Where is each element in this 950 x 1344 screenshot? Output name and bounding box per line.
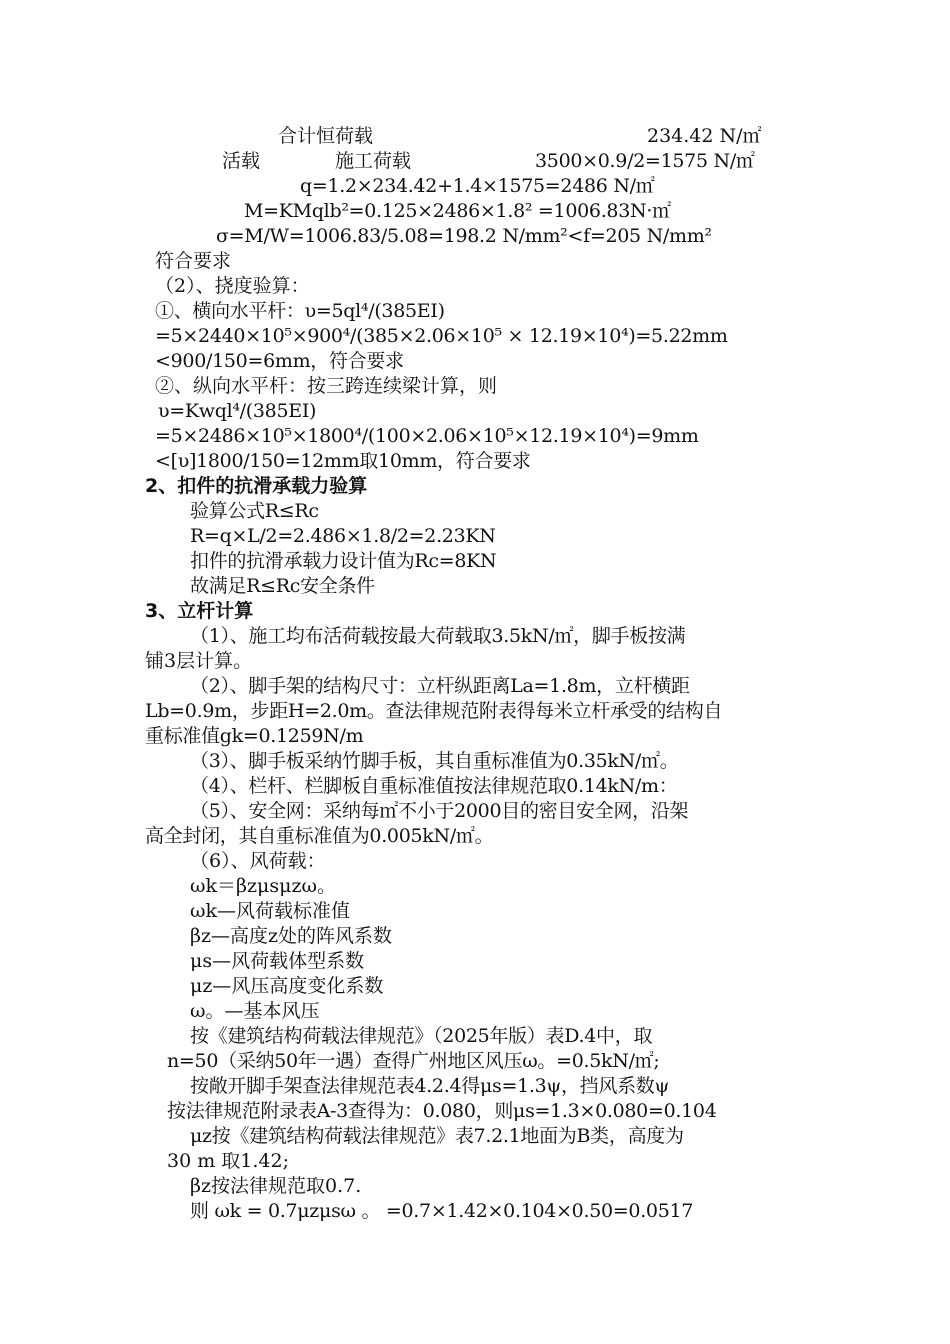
meets-requirement-text: 符合要求 [155, 250, 232, 272]
code-reference-line-2: n=50（采纳50年一遇）查得广州地区风压ω。=0.5kN/㎡; [167, 1050, 660, 1072]
paragraph-1-line-2: 铺3层计算。 [145, 650, 253, 672]
total-dead-load-value: 234.42 N/㎡ [647, 125, 762, 147]
gust-coefficient: βz按法律规范取0.7. [190, 1175, 362, 1197]
paragraph-4: （4）、栏杆、栏脚板自重标准值按法律规范取0.14kN/m： [190, 775, 678, 797]
shape-coefficient-line-2: 按法律规范附录表A-3查得为：0.080，则μs=1.3×0.080=0.104 [167, 1100, 717, 1122]
lateral-bar-calc: =5×2440×10⁵×900⁴/(385×2.06×10⁵ × 12.19×10⁴)=5.22mm [155, 325, 728, 347]
paragraph-2-line-1: （2）、脚手架的结构尺寸：立杆纵距离La=1.8m，立杆横距 [190, 675, 690, 697]
section-2-line: 验算公式R≤Rc [190, 500, 319, 522]
lateral-bar-check: <900/150=6mm，符合要求 [155, 350, 404, 372]
definition-uz: μz—风压高度变化系数 [190, 975, 384, 997]
definition-wk: ωk—风荷载标准值 [190, 900, 351, 922]
longitudinal-bar-calc: =5×2486×10⁵×1800⁴/(100×2.06×10⁵×12.19×10⁴)=9mm [155, 425, 699, 447]
height-coefficient-line-2: 30 m 取1.42; [167, 1150, 289, 1172]
definition-us: μs—风荷载体型系数 [190, 950, 365, 972]
q-formula: q=1.2×234.42+1.4×1575=2486 N/㎡ [300, 175, 655, 197]
longitudinal-bar-check: <[υ]1800/150=12mm取10mm，符合要求 [155, 450, 531, 472]
definition-bz: βz—高度z处的阵风系数 [190, 925, 393, 947]
total-dead-load-label: 合计恒荷载 [278, 125, 374, 147]
wind-load-formula: ωk＝βzμsμzω。 [190, 875, 336, 897]
construction-load-value: 3500×0.9/2=1575 N/㎡ [535, 150, 755, 172]
construction-load-label: 施工荷载 [335, 150, 412, 172]
section-2-line: 扣件的抗滑承载力设计值为Rc=8KN [190, 550, 497, 572]
paragraph-2-line-2: Lb=0.9m，步距H=2.0m。查法律规范附表得每米立杆承受的结构自 [145, 700, 723, 722]
paragraph-6: （6）、风荷载： [190, 850, 326, 872]
code-reference-line-1: 按《建筑结构荷载法律规范》（2025年版）表D.4中，取 [190, 1025, 653, 1047]
lateral-bar-formula: ①、横向水平杆：υ=5ql⁴/(385EI) [155, 300, 445, 322]
deflection-title: （2）、挠度验算： [155, 275, 310, 297]
moment-formula: M=KMqlb²=0.125×2486×1.8² =1006.83N·㎡ [244, 200, 671, 222]
stress-formula: σ=M/W=1006.83/5.08=198.2 N/mm²<f=205 N/mm² [216, 225, 712, 247]
wind-load-result: 则 ωk = 0.7μzμsω 。 =0.7×1.42×0.104×0.50=0.0517 [190, 1200, 694, 1222]
paragraph-5-line-2: 高全封闭，其自重标准值为0.005kN/㎡。 [145, 825, 494, 847]
section-2-line: 故满足R≤Rc安全条件 [190, 575, 375, 597]
section-2-heading: 2、扣件的抗滑承载力验算 [145, 475, 368, 497]
height-coefficient-line-1: μz按《建筑结构荷载法律规范》表7.2.1地面为B类，高度为 [190, 1125, 684, 1147]
section-3-heading: 3、立杆计算 [145, 600, 254, 622]
definition-w0: ω。—基本风压 [190, 1000, 320, 1022]
live-load-label: 活载 [222, 150, 261, 172]
longitudinal-bar-formula: υ=Kwql⁴/(385EI) [158, 400, 317, 422]
shape-coefficient-line-1: 按敞开脚手架查法律规范表4.2.4得μs=1.3ψ，挡风系数ψ [190, 1075, 670, 1097]
section-2-line: R=q×L/2=2.486×1.8/2=2.23KN [190, 525, 496, 547]
paragraph-1-line-1: （1）、施工均布活荷载按最大荷载取3.5kN/㎡，脚手板按满 [190, 625, 686, 647]
longitudinal-bar-title: ②、纵向水平杆：按三跨连续梁计算，则 [155, 375, 498, 397]
paragraph-2-line-3: 重标准值gk=0.1259N/m [145, 725, 364, 747]
paragraph-5-line-1: （5）、安全网：采纳每㎡不小于2000目的密目安全网，沿架 [190, 800, 689, 822]
paragraph-3: （3）、脚手板采纳竹脚手板，其自重标准值为0.35kN/㎡。 [190, 750, 679, 772]
